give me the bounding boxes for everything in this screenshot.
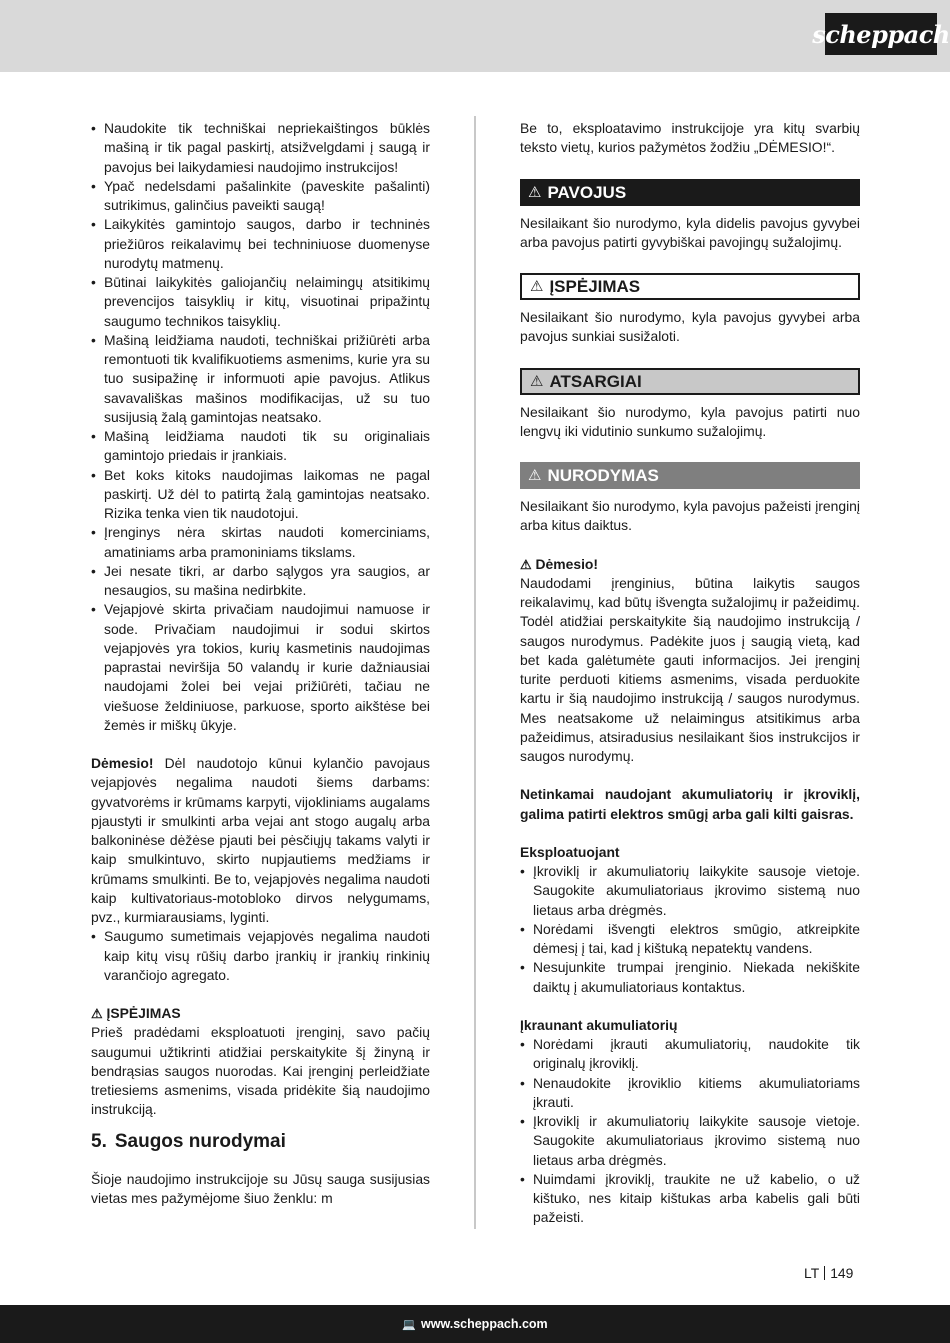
attention-bullets — [91, 927, 430, 985]
notice-text: Nesilaikant šio nurodymo, kyla pavojus pažeisti įrenginį arba kitus daiktus. — [520, 498, 860, 534]
warning-triangle-icon: ⚠ — [530, 372, 544, 390]
warning-heading — [91, 1004, 430, 1023]
attention-label: Dėmesio! — [91, 755, 154, 771]
footer-url[interactable]: www.scheppach.com — [421, 1317, 548, 1331]
list-item: • Mašiną leidžiama naudoti, techniškai prižiūrėti arba remontuoti tik kvalifikuotiems asmenims, kurie yra su tuo susipažinę ir informuoti apie pavojus. Atlikus savavališkas mašinos modifikacijas, už su tuo susijusią žalą gamintojas neatsako. — [91, 331, 430, 427]
battery-warning: Netinkamai naudojant akumuliatorių ir įkroviklį, galima patirti elektros smūgį arba gali kilti gaisras. — [520, 786, 860, 822]
section-number: 5. — [91, 1130, 107, 1152]
header-bar — [0, 0, 950, 72]
scheppach-logo: scheppach — [825, 13, 937, 55]
warning-triangle-icon: ⚠ — [530, 278, 544, 295]
attention-paragraph — [91, 754, 430, 927]
list-item: • Naudokite tik techniškai nepriekaištingos būklės mašiną ir tik pagal paskirtį, atsižvelgdami į saugą ir pavojus bei laikydamiesi naudojimo instrukcijos! — [91, 119, 430, 177]
page-language: LT — [804, 1265, 820, 1281]
list-item: • Nenaudokite įkroviklio kitiems akumuliatoriams įkrauti. — [520, 1074, 860, 1113]
attention-text: Naudodami įrenginius, būtina laikytis saugos reikalavimų, kad būtų išvengta sužalojimų ir pažeidimų. Todėl atidžiai perskaitykite šią naudojimo instrukciją / saugos nurodymus. Padėkite juos į saugią vietą, kad bet kada galėtumėte gauti informacijos. Jei įrenginį turite perduoti kitiems asmenims, visada perduokite kartu ir šią naudojimo instrukciją / saugos nurodymus. Mes neatsakome už nelaimingus atsitikimus arba pažeidimus, atsiradusius nesilaikant šios instrukcijos ir saugos nurodymų. — [520, 574, 860, 764]
warning-triangle-icon: ⚠ — [91, 1006, 103, 1021]
warning-box — [520, 273, 860, 300]
list-item: • Bet koks kitoks naudojimas laikomas ne pagal paskirtį. Už dėl to patirtą žalą gamintojas neatsako. Rizika tenka vien tik naudotojui. — [91, 466, 430, 524]
list-item: • Įkroviklį ir akumuliatorių laikykite sausoje vietoje. Saugokite akumuliatoriaus įkrovimo sistemą nuo lietaus arba drėgmės. — [520, 862, 860, 920]
list-item: • Jei nesate tikri, ar darbo sąlygos yra saugios, ar nesaugios, su mašina nedirbkite. — [91, 562, 430, 601]
list-item: • Nuimdami įkroviklį, traukite ne už kabelio, o už kištuko, nes kitaip kištukas arba kabelis gali būti pažeisti. — [520, 1170, 860, 1228]
list-item: • Saugumo sumetimais vejapjovės negalima naudoti kaip kitų visų rūšių darbo įrankių ir įrankių rinkinių varančiojo agregato. — [91, 927, 430, 985]
attention-text: Dėl naudotojo kūnui kylančio pavojaus vejapjovės negalima naudoti šiems darbams: gyvatvorėms ir krūmams karpyti, vijokliniams augalams pjaustyti ir smulkinti arba vejai ant stogo augalų arba balkoninėse dėžėse pjauti bei pėsčiųjų takams valyti ir kaip smulkintuvo, skirto nupjautiems medžiams ir krūmams smulkinti. Be to, vejapjovės negalima naudoti kaip kultivatoriaus-motobloko dirvos nelygumams, pvz., kurmiarausiams, lyginti. — [91, 755, 430, 925]
section-title: Saugos nurodymai — [114, 1130, 286, 1152]
danger-label: PAVOJUS — [547, 182, 627, 202]
charging-heading: Įkraunant akumuliatorių — [520, 1016, 678, 1033]
usage-bullets — [91, 119, 430, 735]
charging-bullets — [520, 1035, 860, 1228]
left-column — [91, 119, 430, 1208]
right-column — [520, 119, 860, 1228]
list-item: • Norėdami išvengti elektros smūgio, atkreipkite dėmesį į tai, kad į kištuką nepatektų vandens. — [520, 920, 860, 959]
right-intro: Be to, eksploatavimo instrukcijoje yra kitų svarbių teksto vietų, kurios pažymėtos žodžiu „DĖMESIO!“. — [520, 120, 860, 156]
notice-box — [520, 462, 860, 489]
danger-text: Nesilaikant šio nurodymo, kyla didelis pavojus gyvybei arba pavojus patirti gyvybiškai pavojingų sužalojimų. — [520, 214, 860, 250]
caution-text: Nesilaikant šio nurodymo, kyla pavojus patirti nuo lengvų iki vidutinio sunkumo sužalojimų. — [520, 403, 860, 439]
notice-label: NURODYMAS — [547, 466, 659, 485]
attention-heading — [520, 555, 860, 574]
list-item: • Vejapjovė skirta privačiam naudojimui namuose ir sode. Privačiam naudojimui ir sodui skirtos vejapjovės yra tokios, kurių kasmetinis naudojimas paprastai neviršija 50 valandų ir kurie dažniausiai naudojami žolei bei vejai prižiūrėti, tačiau ne viešuose želdiniuose, parkuose, sporto aikštėse bei žemės ir miškų ūkyje. — [91, 600, 430, 735]
section-intro: Šioje naudojimo instrukcijoje su Jūsų sauga susijusias vietas mes pažymėjome šiuo ženklu: m — [91, 1170, 430, 1206]
operation-bullets — [520, 862, 860, 997]
column-divider — [474, 116, 476, 1229]
warning-triangle-icon: ⚠ — [528, 467, 542, 484]
list-item: • Nesujunkite trumpai įrenginio. Niekada nekiškite daiktų į akumuliatoriaus kontaktus. — [520, 958, 860, 997]
caution-box — [520, 368, 860, 395]
attention-heading-label: Dėmesio! — [535, 555, 599, 572]
computer-icon: 💻 — [402, 1318, 417, 1331]
warning-triangle-icon: ⚠ — [520, 556, 532, 572]
operation-heading: Eksploatuojant — [520, 843, 620, 860]
list-item: • Mašiną leidžiama naudoti tik su originaliais gamintojo priedais ir įrankiais. — [91, 427, 430, 466]
list-item: • Laikykitės gamintojo saugos, darbo ir techninės priežiūros reikalavimų bei techniniuose duomenyse nurodytų matmenų. — [91, 215, 430, 273]
page-number-value: 149 — [830, 1265, 854, 1281]
page-number — [804, 1264, 853, 1283]
warning-text: Prieš pradėdami eksploatuoti įrenginį, savo pačių saugumui užtikrinti atidžiai perskaitykite šį žinyną ir bendrąsias saugos nuorodas. Kai įrenginį perleidžiate tretiesiems asmenims, visada pridėkite šią naudojimo instrukciją. — [91, 1024, 430, 1118]
footer-bar — [0, 1305, 950, 1343]
list-item: • Įkroviklį ir akumuliatorių laikykite sausoje vietoje. Saugokite akumuliatoriaus įkrovimo sistemą nuo lietaus arba drėgmės. — [520, 1112, 860, 1170]
danger-box — [520, 179, 860, 206]
section-heading — [91, 1130, 430, 1154]
list-item: • Įrenginys nėra skirtas naudoti komerciniams, amatiniams arba pramoniniams tikslams. — [91, 523, 430, 562]
warning-label: ĮSPĖJIMAS — [549, 277, 641, 296]
list-item: • Ypač nedelsdami pašalinkite (paveskite pašalinti) sutrikimus, galinčius paveikti saugą! — [91, 177, 430, 216]
warning-text: Nesilaikant šio nurodymo, kyla pavojus gyvybei arba pavojus sunkiai susižaloti. — [520, 309, 860, 345]
list-item: • Norėdami įkrauti akumuliatorių, naudokite tik originalų įkroviklį. — [520, 1035, 860, 1074]
caution-label: ATSARGIAI — [549, 371, 642, 391]
warning-heading-label: ĮSPĖJIMAS — [106, 1005, 181, 1021]
list-item: • Būtinai laikykitės galiojančių nelaimingų atsitikimų prevencijos taisyklių ir kitų, visuotinai pripažintų saugumo technikos taisyklių. — [91, 273, 430, 331]
warning-triangle-icon: ⚠ — [528, 183, 542, 201]
page-number-separator — [824, 1266, 825, 1280]
